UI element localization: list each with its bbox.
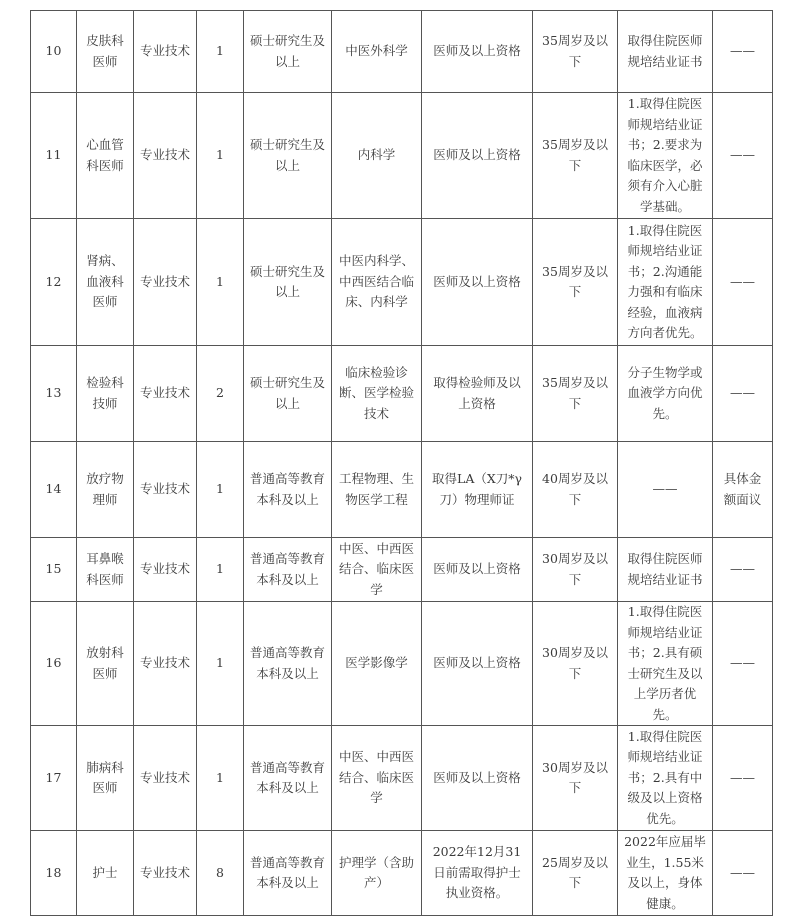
row-number-cell: 13	[31, 346, 77, 442]
position-category-cell: 专业技术	[134, 11, 197, 93]
table-row	[31, 602, 773, 726]
age-requirement-cell: 35周岁及以下	[533, 11, 618, 93]
other-requirement-cell: 1.取得住院医师规培结业证书；2.具有硕士研究生及以上学历者优先。	[618, 602, 713, 726]
position-category-cell: 专业技术	[134, 726, 197, 831]
remark-cell: ——	[713, 219, 773, 346]
qualification-requirement-cell: 医师及以上资格	[422, 11, 533, 93]
major-requirement-cell: 护理学（含助产）	[332, 831, 422, 916]
qualification-requirement-cell: 取得LA（X刀*γ刀）物理师证	[422, 442, 533, 538]
table-row	[31, 442, 773, 538]
qualification-requirement-cell: 2022年12月31日前需取得护士执业资格。	[422, 831, 533, 916]
position-category-cell: 专业技术	[134, 831, 197, 916]
position-name-cell: 检验科技师	[77, 346, 134, 442]
education-requirement-cell: 普通高等教育本科及以上	[244, 442, 332, 538]
position-category-cell: 专业技术	[134, 93, 197, 219]
remark-cell: ——	[713, 538, 773, 602]
position-category-cell: 专业技术	[134, 538, 197, 602]
major-requirement-cell: 中医外科学	[332, 11, 422, 93]
major-requirement-cell: 临床检验诊断、医学检验技术	[332, 346, 422, 442]
position-category-cell: 专业技术	[134, 602, 197, 726]
position-name-cell: 心血管科医师	[77, 93, 134, 219]
table-row	[31, 726, 773, 831]
hiring-count-cell: 1	[197, 11, 244, 93]
other-requirement-cell: 1.取得住院医师规培结业证书；2.要求为临床医学，必须有介入心脏学基础。	[618, 93, 713, 219]
education-requirement-cell: 普通高等教育本科及以上	[244, 602, 332, 726]
row-number-cell: 17	[31, 726, 77, 831]
education-requirement-cell: 硕士研究生及以上	[244, 219, 332, 346]
age-requirement-cell: 30周岁及以下	[533, 602, 618, 726]
position-name-cell: 皮肤科医师	[77, 11, 134, 93]
table-row	[31, 346, 773, 442]
row-number-cell: 15	[31, 538, 77, 602]
qualification-requirement-cell: 医师及以上资格	[422, 219, 533, 346]
hiring-count-cell: 1	[197, 726, 244, 831]
position-name-cell: 肺病科医师	[77, 726, 134, 831]
row-number-cell: 18	[31, 831, 77, 916]
major-requirement-cell: 医学影像学	[332, 602, 422, 726]
hiring-count-cell: 1	[197, 538, 244, 602]
table-body	[31, 11, 773, 916]
position-name-cell: 放射科医师	[77, 602, 134, 726]
position-category-cell: 专业技术	[134, 346, 197, 442]
hiring-count-cell: 1	[197, 219, 244, 346]
row-number-cell: 16	[31, 602, 77, 726]
qualification-requirement-cell: 取得检验师及以上资格	[422, 346, 533, 442]
table-row	[31, 538, 773, 602]
remark-cell: 具体金额面议	[713, 442, 773, 538]
position-name-cell: 放疗物理师	[77, 442, 134, 538]
remark-cell: ——	[713, 831, 773, 916]
remark-cell: ——	[713, 11, 773, 93]
position-name-cell: 护士	[77, 831, 134, 916]
qualification-requirement-cell: 医师及以上资格	[422, 602, 533, 726]
age-requirement-cell: 25周岁及以下	[533, 831, 618, 916]
other-requirement-cell: 分子生物学或血液学方向优先。	[618, 346, 713, 442]
other-requirement-cell: 2022年应届毕业生，1.55米及以上，身体健康。	[618, 831, 713, 916]
other-requirement-cell: 1.取得住院医师规培结业证书；2.具有中级及以上资格优先。	[618, 726, 713, 831]
age-requirement-cell: 30周岁及以下	[533, 538, 618, 602]
hiring-count-cell: 2	[197, 346, 244, 442]
education-requirement-cell: 硕士研究生及以上	[244, 11, 332, 93]
qualification-requirement-cell: 医师及以上资格	[422, 93, 533, 219]
row-number-cell: 11	[31, 93, 77, 219]
qualification-requirement-cell: 医师及以上资格	[422, 726, 533, 831]
age-requirement-cell: 35周岁及以下	[533, 93, 618, 219]
age-requirement-cell: 35周岁及以下	[533, 346, 618, 442]
major-requirement-cell: 内科学	[332, 93, 422, 219]
table-row	[31, 11, 773, 93]
table-row	[31, 219, 773, 346]
major-requirement-cell: 工程物理、生物医学工程	[332, 442, 422, 538]
recruitment-table	[30, 10, 773, 916]
other-requirement-cell: 取得住院医师规培结业证书	[618, 11, 713, 93]
row-number-cell: 12	[31, 219, 77, 346]
hiring-count-cell: 8	[197, 831, 244, 916]
education-requirement-cell: 普通高等教育本科及以上	[244, 831, 332, 916]
position-name-cell: 耳鼻喉科医师	[77, 538, 134, 602]
other-requirement-cell: ——	[618, 442, 713, 538]
major-requirement-cell: 中医、中西医结合、临床医学	[332, 726, 422, 831]
remark-cell: ——	[713, 346, 773, 442]
age-requirement-cell: 35周岁及以下	[533, 219, 618, 346]
education-requirement-cell: 普通高等教育本科及以上	[244, 726, 332, 831]
position-category-cell: 专业技术	[134, 442, 197, 538]
table-row	[31, 93, 773, 219]
education-requirement-cell: 硕士研究生及以上	[244, 93, 332, 219]
row-number-cell: 10	[31, 11, 77, 93]
education-requirement-cell: 普通高等教育本科及以上	[244, 538, 332, 602]
age-requirement-cell: 40周岁及以下	[533, 442, 618, 538]
qualification-requirement-cell: 医师及以上资格	[422, 538, 533, 602]
hiring-count-cell: 1	[197, 93, 244, 219]
major-requirement-cell: 中医、中西医结合、临床医学	[332, 538, 422, 602]
position-category-cell: 专业技术	[134, 219, 197, 346]
remark-cell: ——	[713, 93, 773, 219]
other-requirement-cell: 1.取得住院医师规培结业证书；2.沟通能力强和有临床经验，血液病方向者优先。	[618, 219, 713, 346]
row-number-cell: 14	[31, 442, 77, 538]
age-requirement-cell: 30周岁及以下	[533, 726, 618, 831]
other-requirement-cell: 取得住院医师规培结业证书	[618, 538, 713, 602]
position-name-cell: 肾病、血液科医师	[77, 219, 134, 346]
hiring-count-cell: 1	[197, 442, 244, 538]
remark-cell: ——	[713, 726, 773, 831]
education-requirement-cell: 硕士研究生及以上	[244, 346, 332, 442]
remark-cell: ——	[713, 602, 773, 726]
major-requirement-cell: 中医内科学、中西医结合临床、内科学	[332, 219, 422, 346]
hiring-count-cell: 1	[197, 602, 244, 726]
